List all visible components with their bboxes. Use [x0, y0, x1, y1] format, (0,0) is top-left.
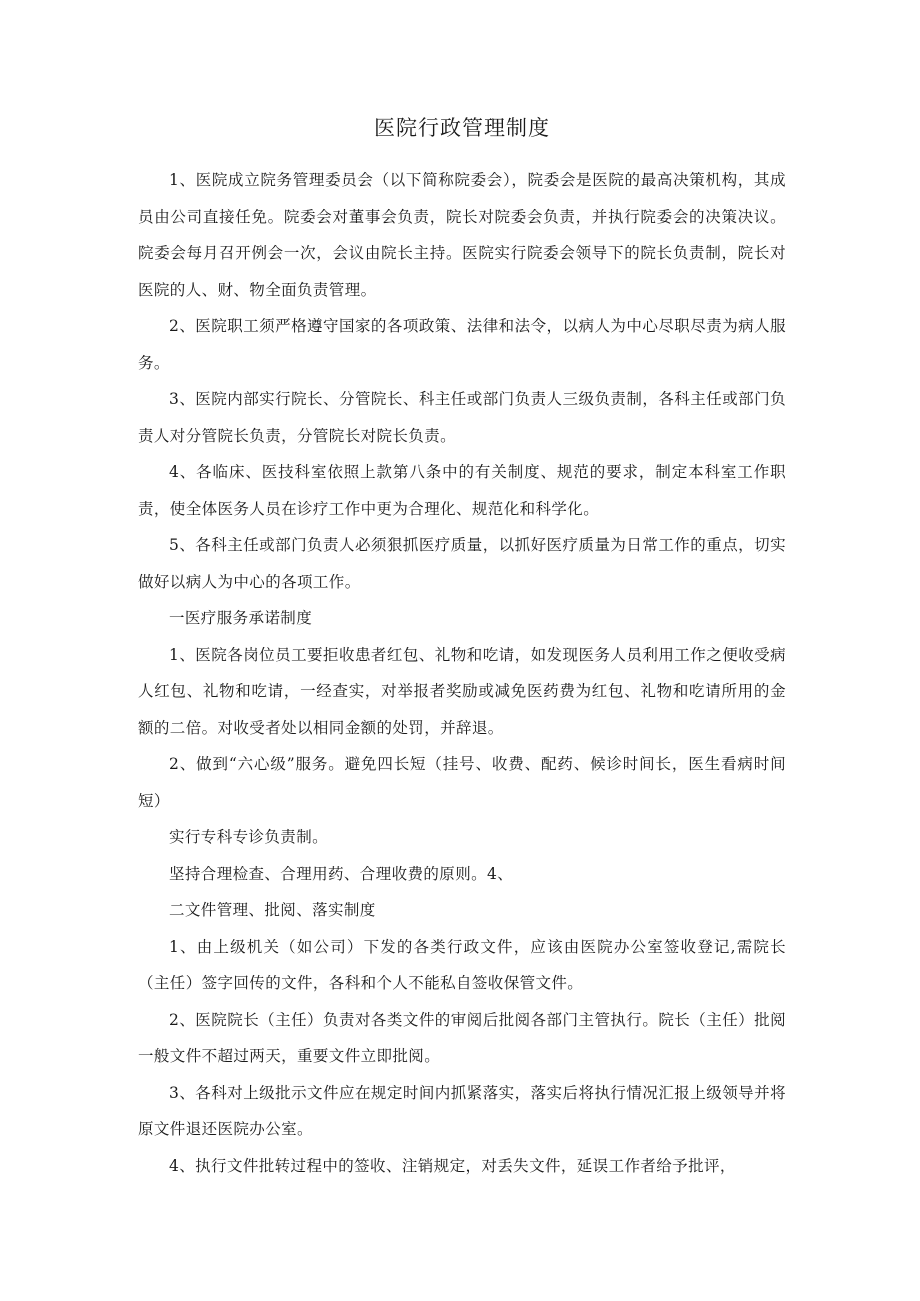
paragraph-11: 2、医院院长（主任）负责对各类文件的审阅后批阅各部门主管执行。院长（主任）批阅一般文件不超过两天，重要文件立即批阅。	[138, 1010, 786, 1065]
paragraph-8: 实行专科专诊负责制。	[169, 828, 329, 846]
section-heading-service-commitment: 一医疗服务承诺制度	[169, 609, 313, 627]
paragraph-13: 4、执行文件批转过程中的签收、注销规定，对丢失文件，延误工作者给予批评，	[169, 1156, 736, 1175]
paragraph-2: 2、医院职工须严格遵守国家的各项政策、法律和法令，以病人为中心尽职尽责为病人服务。	[138, 317, 786, 372]
paragraph-6: 1、医院各岗位员工要拒收患者红包、礼物和吃请，如发现医务人员利用工作之便收受病人红包、礼物和吃请，一经查实，对举报者奖励或减免医药费为红包、礼物和吃请所用的金额的二倍。对收受者处以相同金额的处罚，并辞退。	[138, 645, 786, 737]
document-page	[138, 108, 786, 1184]
paragraph-4: 4、各临床、医技科室依照上款第八条中的有关制度、规范的要求，制定本科室工作职责，使全体医务人员在诊疗工作中更为合理化、规范化和科学化。	[138, 463, 786, 518]
paragraph-5: 5、各科主任或部门负责人必须狠抓医疗质量，以抓好医疗质量为日常工作的重点，切实做好以病人为中心的各项工作。	[138, 536, 786, 591]
paragraph-9: 坚持合理检查、合理用药、合理收费的原则。4、	[169, 864, 514, 883]
section-heading-document-management: 二文件管理、批阅、落实制度	[169, 901, 376, 919]
paragraph-3: 3、医院内部实行院长、分管院长、科主任或部门负责人三级负责制，各科主任或部门负责人对分管院长负责，分管院长对院长负责。	[138, 390, 786, 445]
paragraph-12: 3、各科对上级批示文件应在规定时间内抓紧落实，落实后将执行情况汇报上级领导并将原文件退还医院办公室。	[138, 1083, 786, 1138]
paragraph-1: 1、医院成立院务管理委员会（以下简称院委会），院委会是医院的最高决策机构，其成员由公司直接任免。院委会对董事会负责，院长对院委会负责，并执行院委会的决策决议。院委会每月召开例会一次，会议由院长主持。医院实行院委会领导下的院长负责制，院长对医院的人、财、物全面负责管理。	[138, 171, 786, 299]
paragraph-7: 2、做到“六心级”服务。避免四长短（挂号、收费、配药、候诊时间长，医生看病时间短）	[138, 755, 786, 810]
paragraph-10: 1、由上级机关（如公司）下发的各类行政文件，应该由医院办公室签收登记,需院长（主任）签字回传的文件，各科和个人不能私自签收保管文件。	[138, 937, 786, 992]
document-title: 医院行政管理制度	[374, 116, 550, 140]
